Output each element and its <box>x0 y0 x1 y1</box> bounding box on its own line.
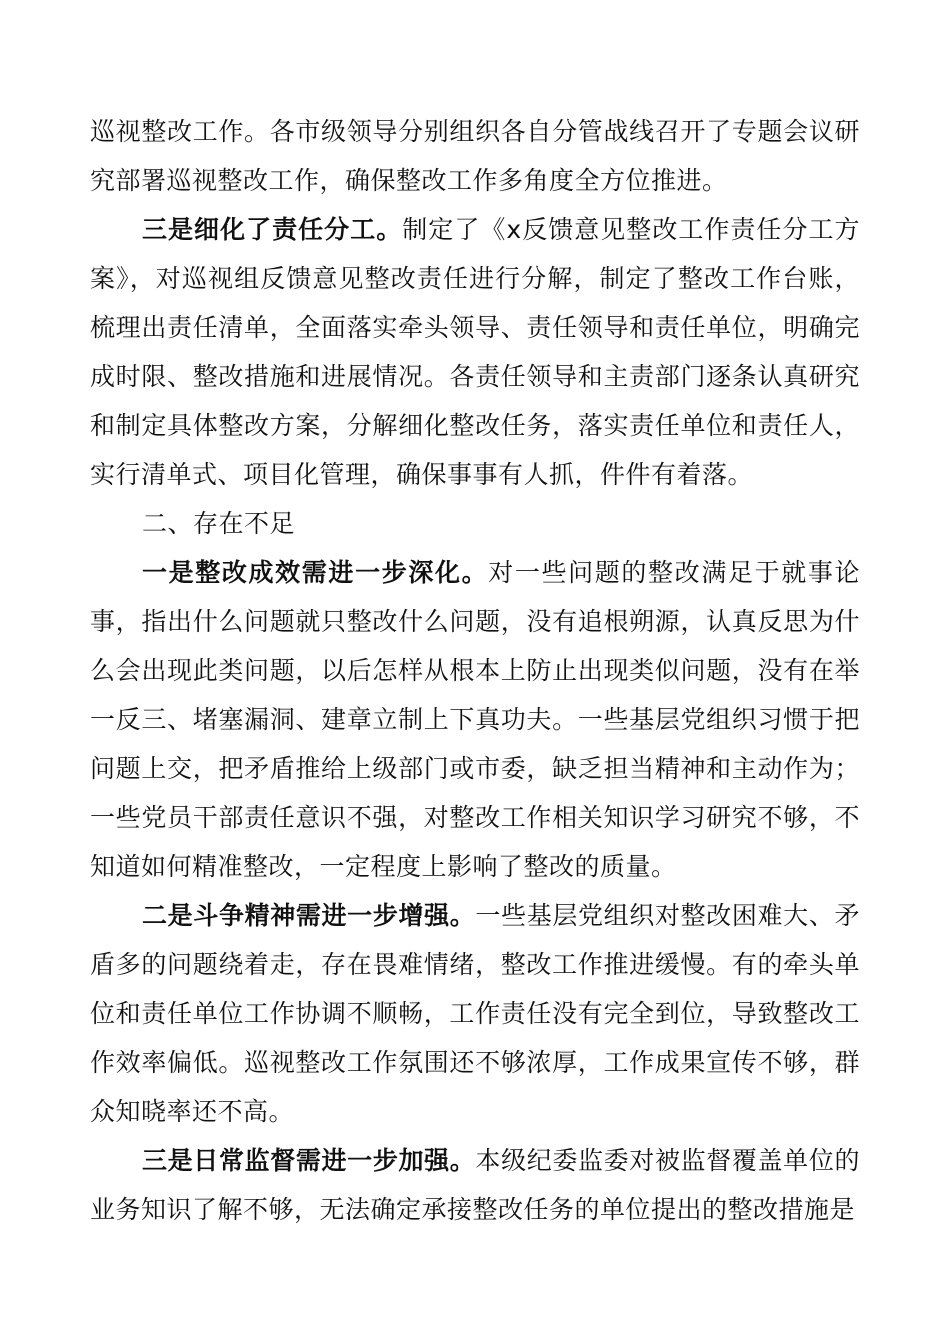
paragraph-text: 巡视整改工作。各市级领导分别组织各自分管战线召开了专题会议研究部署巡视整改工作，确保整改工作多角度全方位推进。 <box>90 117 860 195</box>
paragraph-text: 一些基层党组织对整改困难大、矛盾多的问题绕着走，存在畏难情绪，整改工作推进缓慢。有的牵头单位和责任单位工作协调不顺畅，工作责任没有完全到位，导致整改工作效率偏低。巡视整改工作氛围还不够浓厚，工作成果宣传不够，群众知晓率还不高。 <box>90 901 860 1126</box>
paragraph-text: 对一些问题的整改满足于就事论事，指出什么问题就只整改什么问题，没有追根朔源，认真反思为什么会出现此类问题，以后怎样从根本上防止出现类似问题，没有在举一反三、堵塞漏洞、建章立制上下真功夫。一些基层党组织习惯于把问题上交，把矛盾推给上级部门或市委，缺乏担当精神和主动作为；一些党员干部责任意识不强，对整改工作相关知识学习研究不够，不知道如何精准整改，一定程度上影响了整改的质量。 <box>90 558 860 881</box>
section-heading-text: 二、存在不足 <box>142 509 296 538</box>
paragraph-responsibility-division <box>90 205 860 499</box>
paragraph-text: 制定了《x反馈意见整改工作责任分工方案》，对巡视组反馈意见整改责任进行分解，制定了整改工作台账，梳理出责任清单，全面落实牵头领导、责任领导和责任单位，明确完成时限、整改措施和进展情况。各责任领导和主责部门逐条认真研究和制定具体整改方案，分解细化整改任务，落实责任单位和责任人，实行清单式、项目化管理，确保事事有人抓，件件有着落。 <box>90 215 860 489</box>
paragraph-lead-heading: 三是细化了责任分工。 <box>142 215 403 244</box>
paragraph-lead-heading: 一是整改成效需进一步深化。 <box>142 558 489 587</box>
paragraph-daily-supervision <box>90 1136 860 1234</box>
document-body <box>90 107 860 1234</box>
paragraph-rectification-effect <box>90 548 860 891</box>
section-heading-shortcomings <box>90 499 860 548</box>
paragraph-lead-heading: 三是日常监督需进一步加强。 <box>142 1146 476 1175</box>
paragraph-struggle-spirit <box>90 891 860 1136</box>
paragraph-text: 本级纪委监委对被监督覆盖单位的业务知识了解不够，无法确定承接整改任务的单位提出的整改措施是 <box>90 1146 860 1224</box>
paragraph-continuation <box>90 107 860 205</box>
paragraph-lead-heading: 二是斗争精神需进一步增强。 <box>142 901 476 930</box>
